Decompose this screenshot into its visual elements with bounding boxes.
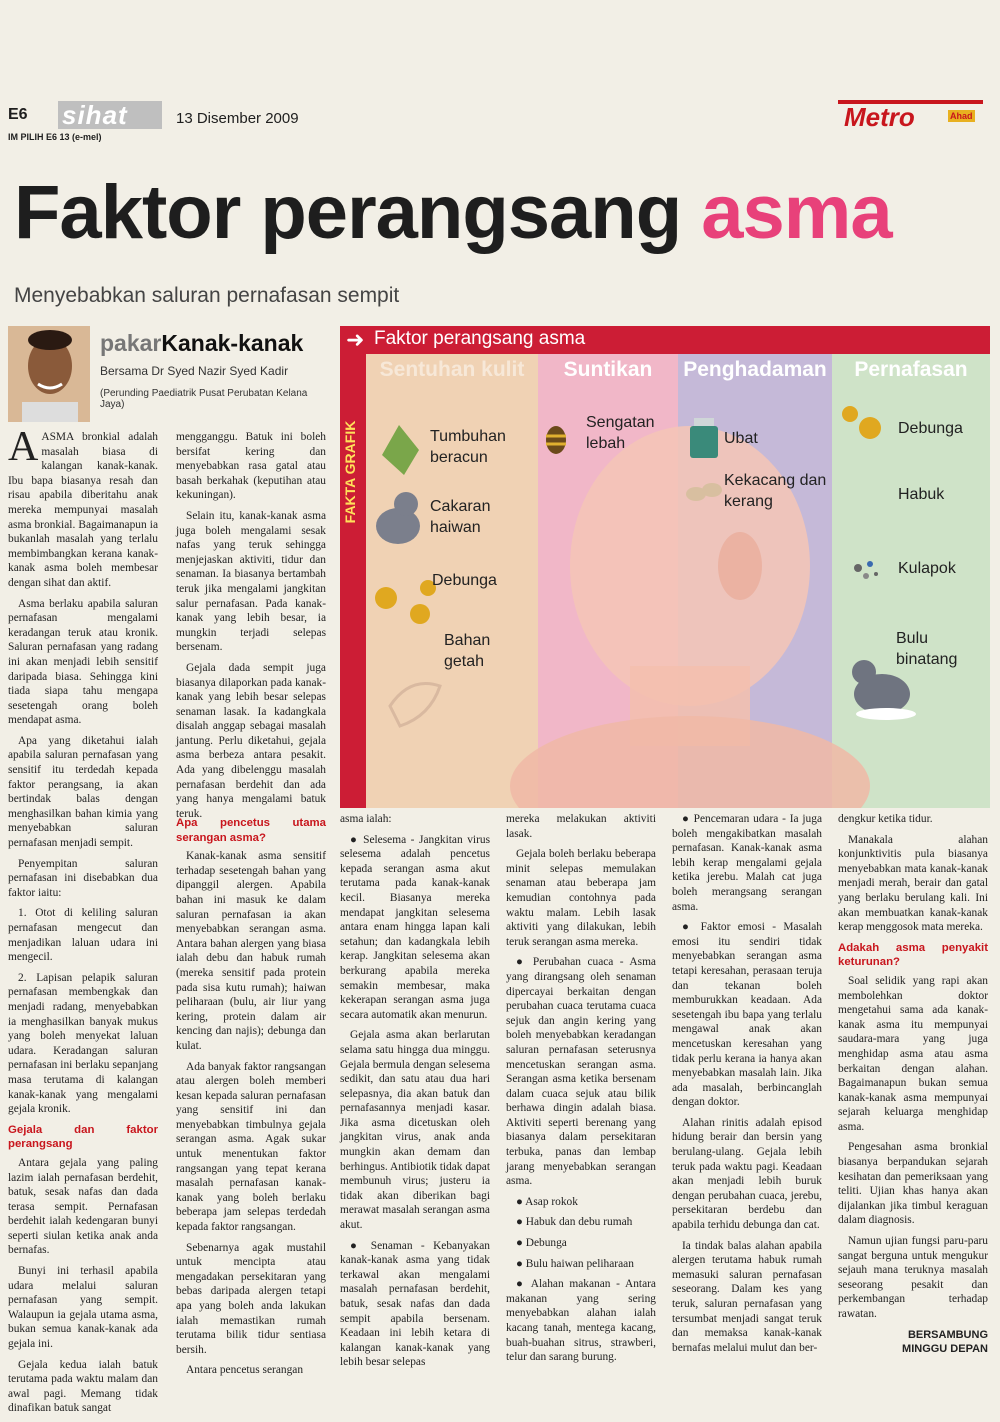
article-column-1: [8, 424, 158, 1422]
headline: [14, 168, 892, 258]
author-role: (Perunding Paediatrik Pusat Perubatan Kelana Jaya): [100, 388, 308, 410]
brand-sub: Ahad: [950, 111, 973, 121]
paragraph: Sebenarnya agak mustahil untuk mencipta atau mengadakan persekitaran yang bebas daripada alergen tetapi apa yang boleh anda lakukan ialah memastikan rumah terutama bilik tidur sentiasa bersih.: [176, 1241, 326, 1356]
brand-name: Metro: [844, 102, 915, 132]
paragraph: Asma berlaku apabila saluran pernafasan mengalami keradangan teruk atau kronik. Saluran pernafasan yang radang ini akan menjadi lebih sensitif daripada biasa. Sehingga kini tiada siapa tahu mengapa sesetengah orang boleh mendapat asma.: [8, 597, 158, 727]
paragraph: ● Perubahan cuaca - Asma yang dirangsang oleh senaman dipercayai berkaitan dengan perubahan cuaca terutama cuaca sejuk dan angin kering yang boleh menyebabkan keradangan saluran pernafasan seterusnya mencetuskan serangan asma. Serangan asma ketika bersenam dalam cuaca sejuk atau bilik berhawa dingin adalah biasa. Aktiviti seperti berenang yang biasanya dalam persekitaran terbuka, panas dan lembap jarang menyebabkan serangan asma.: [506, 956, 656, 1188]
paragraph: Ia tindak balas alahan apabila alergen terutama habuk rumah memasuki saluran pernafasan seseorang. Dalam kes yang teruk, saluran pernafasan yang tersumbat menjadi sangat teruk dan memaksa kanak-kanak bernafas melalui mulut dan ber-: [672, 1239, 822, 1354]
article-column-5: [672, 812, 822, 1361]
columnist-box: [8, 326, 330, 426]
paragraph: Selain itu, kanak-kanak asma juga boleh mengalami sesak nafas yang teruk sehingga menjejaskan aktiviti, tidur dan senaman. Ia biasanya bertambah teruk jika mengalami jangkitan salur pernafasan. Pada kanak-kanak yang lebih besar, ia mungkin terjadi selepas bersenam.: [176, 509, 326, 654]
headline-part2: asma: [701, 170, 892, 255]
label-kekacang: Kekacang dan kerang: [724, 472, 827, 510]
list-item: ● Habuk dan debu rumah: [516, 1216, 633, 1229]
list-item: ● Bulu haiwan peliharaan: [516, 1257, 634, 1270]
paragraph: Gejala boleh berlaku beberapa minit selepas memulakan senaman atau beberapa jam kemudian contohnya pada waktu malam. Lebih lasak aktiviti yang dilakukan, lebih teruk serangan asma mereka.: [506, 848, 656, 948]
dropcap: A: [8, 424, 39, 470]
list-item: ● Debunga: [516, 1237, 567, 1250]
infographic-side-bar: [340, 354, 366, 808]
label-debunga-skin: Debunga: [432, 572, 497, 589]
infographic-title: Faktor perangsang asma: [374, 328, 586, 349]
cat-icon: [844, 650, 918, 722]
label-habuk: Habuk: [898, 486, 945, 503]
paragraph: mereka melakukan aktiviti lasak.: [506, 813, 656, 840]
pollen-icon: [836, 402, 896, 452]
subheading: Gejala dan faktor perangsang: [8, 1123, 158, 1151]
label-debunga-resp: Debunga: [898, 420, 963, 437]
paragraph: asma ialah:: [340, 813, 392, 825]
dust-mite-icon: [848, 554, 884, 584]
label-tumbuhan: Tumbuhan beracun: [430, 428, 506, 466]
paragraph: ● Senaman - Kebanyakan kanak-kanak asma yang tidak terkawal akan mengalami masalah pernafasan berdehit, batuk, sesak nafas dan dada sempit apabila bersenam. Keadaan ini lebih ketara di kalangan kanak-kanak yang lebih besar selepas: [340, 1239, 490, 1369]
imprint-line: IM PILIH E6 13 (e-mel): [8, 132, 102, 142]
byline: Bersama Dr Syed Nazir Syed Kadir: [100, 364, 289, 378]
continued-line-1: BERSAMBUNG: [907, 1328, 988, 1341]
paragraph: Pengesahan asma bronkial biasanya berpandukan sejarah kesihatan dan pemeriksaan yang teliti. Ujian khas hanya akan dijalankan jika timbul keraguan dalam diagnosis.: [838, 1141, 988, 1227]
paragraph: ● Faktor emosi - Masalah emosi itu sendiri tidak menyebabkan serangan asma tetapi keresahan, perasaan teruja dan tekanan boleh memburukkan keadaan. Ada sesetengah ibu bapa yang terlalu mengawal anak akan mencetuskan keresahan yang tidak perlu kerana ia hanya akan menyebabkan masalah lain. Jika ada masalah, berbincanglah dengan doktor.: [672, 921, 822, 1109]
subtitle: Menyebabkan saluran pernafasan sempit: [14, 284, 400, 307]
glove-icon: [380, 666, 450, 736]
paragraph: Bunyi ini terhasil apabila udara melalui saluran pernafasan yang sempit. Walaupun ia gejala utama asma, bukan semua kanak-kanak ada gejala ini.: [8, 1265, 158, 1351]
label-ubat: Ubat: [724, 430, 758, 447]
subheading: Adakah asma penyakit keturunan?: [838, 941, 988, 969]
brand-logo: [838, 100, 983, 132]
continued-line-2: MINGGU DEPAN: [902, 1343, 988, 1356]
paragraph: 2. Lapisan pelapik saluran pernafasan membengkak dan menjadi radang, menyebabkan ia menghasilkan banyak mukus yang boleh menyekat laluan udara. Keradangan saluran pernafasan ini berlaku sepanjang masa terutama di kalangan kanak-kanak yang mengalami gejala kronik.: [8, 971, 158, 1116]
column-title-b: Kanak-kanak: [161, 330, 304, 356]
paragraph: ● Selesema - Jangkitan virus selesema adalah pencetus kepada serangan asma akut terutama pada kanak-kanak kecil. Biasanya mereka mendapat jangkitan selesema antara enam hingga lapan kali setahun; dan kadangkala lebih kerap. Jangkitan selesema akan berkurang apabila mereka semakin membesar, maka kekerapan serangan asma juga secara automatik akan menurun.: [340, 833, 490, 1021]
paragraph: Kanak-kanak asma sensitif terhadap sesetengah bahan yang dipanggil alergen. Apabila bahan ini masuk ke dalam saluran pernafasan ia akan menyebabkan serangan asma. Antara bahan alergen yang biasa ialah debu dan habuk rumah (mereka sensitif pada protein pada sisa kutu rumah); haiwan peliharaan (bulu, air liur yang kering, protein dalam air kencing dan najis); debunga dan kulat.: [176, 850, 326, 1052]
paragraph: ● Alahan makanan - Antara makanan yang sering menyebabkan alahan ialah kacang tanah, mentega kacang, buah-buahan sitrus, strawberi, telur dan sarang burung.: [506, 1278, 656, 1364]
article-column-3: [340, 812, 490, 1376]
nuts-icon: [684, 478, 724, 506]
label-cakaran: Cakaran haiwan: [430, 498, 491, 536]
infographic-side-label: FAKTA GRAFIK: [342, 420, 358, 524]
pollen-icon: [370, 576, 440, 626]
article-column-6: [838, 812, 988, 1357]
paragraph: mengganggu. Batuk ini boleh bersifat kering dan menyebabkan rasa gatal atau basah berkahak (keputihan atau kekuningan).: [176, 431, 326, 502]
article-lead: [8, 424, 158, 591]
cat-icon: [370, 486, 424, 550]
column-header-respiratory: Pernafasan: [854, 358, 968, 381]
issue-date: 13 Disember 2009: [176, 110, 299, 127]
paragraph: Penyempitan saluran pernafasan ini disebabkan dua faktor iaitu:: [8, 857, 158, 899]
infographic-title-bar: [340, 326, 990, 354]
columnist-photo: [8, 326, 90, 422]
medicine-bottle-icon: [684, 418, 724, 460]
article-column-2b: [176, 812, 326, 1384]
column-title: [100, 330, 303, 357]
subheading: Apa pencetus utama serangan asma?: [176, 817, 326, 844]
column-title-a: pakar: [100, 330, 162, 356]
arrow-icon: ➜: [346, 327, 365, 352]
paragraph: dengkur ketika tidur.: [838, 813, 933, 825]
article-column-2: [176, 430, 326, 827]
bee-icon: [536, 418, 576, 458]
column-header-digestion: Penghadaman: [683, 358, 827, 381]
paragraph: Apa yang diketahui ialah apabila saluran pernafasan yang sensitif itu terdedah kepada faktor perangsang, ia akan bertindak balas dengan menghasilkan bahan kimia yang menyebabkan saluran pernafasan menjadi sempit.: [8, 734, 158, 850]
headline-part1: Faktor perangsang: [14, 170, 702, 255]
paragraph: ● Pencemaran udara - Ia juga boleh mengakibatkan masalah pernafasan. Kanak-kanak asma lebih kerap mengalami gejala ketika jerebu. Malah cat juga boleh merangsang serangan asma.: [672, 813, 822, 913]
article-column-4: [506, 812, 656, 1371]
page-number: E6: [8, 106, 28, 123]
section-logo: sihat: [58, 101, 162, 129]
infographic: [340, 326, 990, 808]
paragraph: Gejala dada sempit juga biasanya dilaporkan pada kanak-kanak yang lebih besar selepas senaman lasak. Ia kadangkala disalah anggap sebagai masalah jantung. Perlu diketahui, gejala asma berbeza antara pesakit. Ada yang dibelenggu masalah pernafasan berdehit dan ada yang hanya mengalami batuk teruk.: [176, 661, 326, 820]
label-sengatan: Sengatan lebah: [586, 414, 655, 452]
paragraph: Alahan rinitis adalah episod hidung berair dan bersin yang berulang-ulang. Gejala lebih teruk pada waktu pagi. Keadaan akan menjadi lebih buruk dengan perubahan cuaca, jerebu, persekitaran berdebu dan apabila terhidu debunga dan cat.: [672, 1116, 822, 1232]
paragraph: Namun ujian fungsi paru-paru sangat berguna untuk mengukur sejauh mana teruknya masalah seseorang pesakit dan perkembangan terhadap rawatan.: [838, 1235, 988, 1320]
column-header-skin: Sentuhan kulit: [379, 358, 525, 381]
continued-note: [838, 1328, 988, 1357]
paragraph: Ada banyak faktor rangsangan atau alergen boleh memberi kesan kepada saluran pernafasan yang sensitif ini dan menyebabkan timbulnya gejala serangan asma. Agak sukar untuk menentukan faktor rangsangan yang tepat kerana masalah pernafasan kanak-kanak yang boleh berlaku beberapa jam selepas terdedah kepada faktor rangsangan.: [176, 1060, 326, 1234]
paragraph: Antara gejala yang paling lazim ialah pernafasan berdehit, batuk, sesak nafas dan dada terasa sempit. Pernafasan berdehit ialah kedengaran bunyi seperti siulan ketika anak anda bernafas.: [8, 1156, 158, 1257]
paragraph: 1. Otot di keliling saluran pernafasan mengecut dan menjadikan laluan udara ini mengecil.: [8, 907, 158, 964]
paragraph: Gejala kedua ialah batuk terutama pada waktu malam dan awal pagi. Memang tidak dinafikan batuk sangat: [8, 1358, 158, 1415]
paragraph: Gejala asma akan berlarutan selama satu hingga dua minggu. Gejala bermula dengan selesema sedikit, dan satu atau dua hari selepasnya, dia akan batuk dan pernafasannya menjadi kasar. Jika asma dicetuskan oleh jangkitan virus, anak anda mungkin akan demam dan berhingus. Antibiotik tidak dapat membunuh virus; justeru ia tidak akan diberikan bagi merawat masalah serangan asma akut.: [340, 1029, 490, 1232]
paragraph: Soal selidik yang rapi akan membolehkan doktor mengetahui sama ada kanak-kanak asma itu mempunyai saudara-mara yang juga menghidap asma atau asma berkaitan dengan alahan. Bagaimanapun bukan semua kanak-kanak asma mempunyai sejarah keluarga menghidap asma.: [838, 974, 988, 1133]
label-bahan: Bahan getah: [444, 632, 491, 670]
column-header-injection: Suntikan: [563, 358, 653, 381]
label-bulu: Bulu binatang: [896, 630, 958, 668]
paragraph: Antara pencetus serangan: [186, 1364, 304, 1377]
paragraph: Manakala alahan konjunktivitis pula biasanya menyebabkan mata kanak-kanak menjadi merah, berair dan gatal yang berlaku berulang kali. Ini akan membuatkan kanak-kanak kerap menggosok mata mereka.: [838, 833, 988, 934]
label-kulapok: Kulapok: [898, 560, 956, 577]
list-item: ● Asap rokok: [516, 1195, 578, 1208]
lead-text: ASMA bronkial adalah masalah biasa di kalangan kanak-kanak. Ibu bapa biasanya resah dan risau apabila diberitahu anak mereka mempunyai masalah asma bronkial. Bagaimanapun ia bukanlah masalah yang terlalu membimbangkan kerana kanak-kanak asma boleh membesar dengan sihat dan aktif.: [8, 431, 158, 589]
leaf-icon: [374, 420, 424, 480]
